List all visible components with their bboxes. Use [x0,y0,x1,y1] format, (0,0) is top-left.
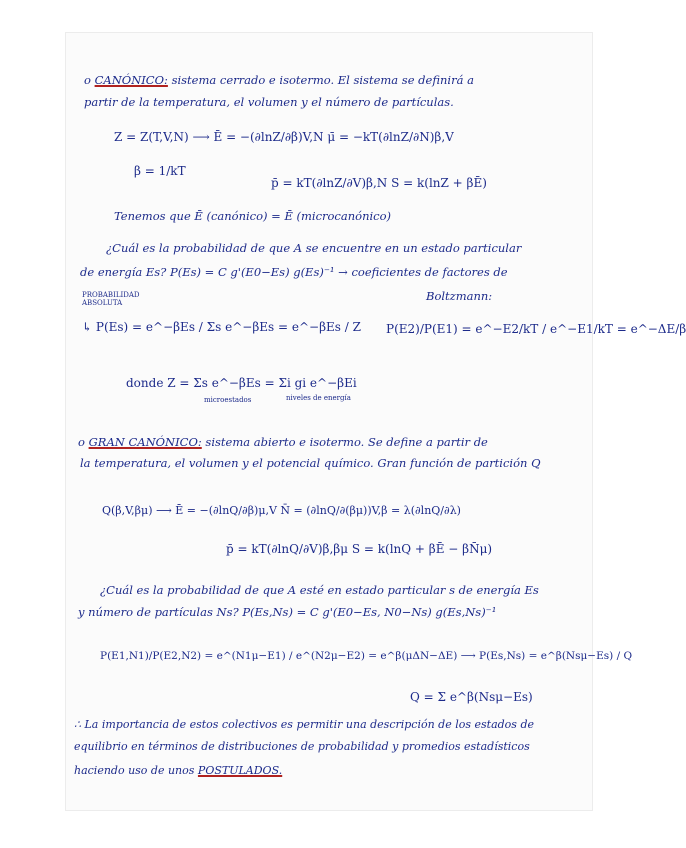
niveles-label: niveles de energía [286,394,351,402]
gran-eq-p-s: p̄ = kT(∂lnQ/∂V)β,βμ S = k(lnQ + βĒ − βN̄μ) [226,542,493,556]
canonico-heading-line [84,75,474,87]
boltzmann-label: Boltzmann: [426,289,493,303]
gran-line1: sistema abierto e isotermo. Se define a partir de [205,435,488,449]
canonico-heading: CANÓNICO: [94,73,168,87]
gran-heading: GRAN CANÓNICO: [88,435,202,449]
gran-eq-ratio: P(E1,N1)/P(E2,N2) = e^(N1μ−E1) / e^(N2μ−E2) = e^β(μΔN−ΔE) ⟶ P(Es,Ns) = e^β(Nsμ−Es) / Q [100,650,633,662]
conclusion-line1: ∴ La importancia de estos colectivos es permitir una descripción de los estados de [74,718,535,731]
canonico-eq-p: ↳ P(Es) = e^−βEs / Σs e^−βEs = e^−βEs / Z [82,320,361,334]
prob-absoluta-label: PROBABILIDAD ABSOLUTA [82,291,140,307]
gran-bullet: o [78,435,89,449]
gran-pregunta2: y número de partículas Ns? P(Es,Ns) = C g'(E0−Es, N0−Ns) g(Es,Ns)⁻¹ [78,605,497,619]
canonico-line1: sistema cerrado e isotermo. El sistema se definirá a [171,73,474,87]
gran-eq-qsum: Q = Σ e^β(Nsμ−Es) [410,690,533,704]
postulados-word: POSTULADOS. [197,764,283,777]
gran-pregunta1: ¿Cuál es la probabilidad de que A esté en estado particular s de energía Es [100,583,539,597]
canonico-line2: partir de la temperatura, el volumen y el número de partículas. [84,95,454,109]
canonico-donde: donde Z = Σs e^−βEs = Σi gi e^−βEi [126,376,357,390]
gran-heading-line [78,437,488,449]
canonico-bullet: o [84,73,95,87]
gran-eq-q: Q(β,V,βμ) ⟶ Ē = −(∂lnQ/∂β)μ,V N̄ = (∂lnQ/∂(βμ))V,β = λ(∂lnQ/∂λ) [102,504,461,517]
notes-sheet [66,33,686,810]
canonico-eq-z: Z = Z(T,V,N) ⟶ Ē = −(∂lnZ/∂β)V,N μ̄ = −kT(∂lnZ/∂N)β,V [114,130,454,144]
canonico-eq-ratio: P(E2)/P(E1) = e^−E2/kT / e^−E1/kT = e^−ΔE/β [386,322,686,336]
conclusion-line3 [74,765,282,776]
canonico-eq-p-s: p̄ = kT(∂lnZ/∂V)β,N S = k(lnZ + βĒ) [271,176,487,190]
canonico-tenemos: Tenemos que Ē (canónico) = Ē (microcanónico) [114,209,391,223]
canonico-eq-beta: β = 1/kT [134,164,186,178]
conclusion-line3-text: haciendo uso de unos [74,764,195,777]
conclusion-line2: equilibrio en términos de distribuciones de probabilidad y promedios estadísticos [74,740,530,753]
canonico-pregunta2: de energía Es? P(Es) = C g'(E0−Es) g(Es)⁻¹ → coeficientes de factores de [80,265,508,279]
gran-line2: la temperatura, el volumen y el potencial químico. Gran función de partición Q [80,456,541,470]
microestados-label: microestados [204,396,252,404]
canonico-pregunta1: ¿Cuál es la probabilidad de que A se encuentre en un estado particular [106,241,522,255]
